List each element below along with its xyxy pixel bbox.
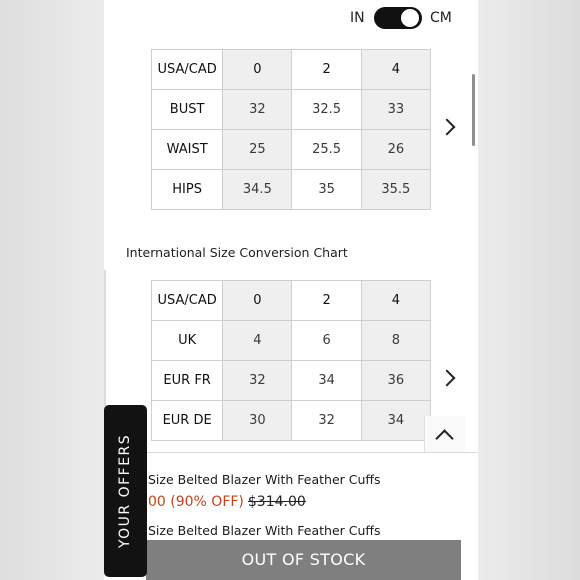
size-chart-table [151,49,431,210]
header-cell: 2 [292,281,361,321]
chevron-right-icon[interactable] [439,119,456,136]
divider [104,452,478,453]
header-cell: 4 [361,50,430,90]
table-row [152,321,431,361]
out-of-stock-button[interactable]: OUT OF STOCK [146,540,461,580]
header-cell: USA/CAD [152,281,223,321]
table-cell: 33 [361,90,430,130]
row-label: EUR FR [152,361,223,401]
table-cell: 4 [223,321,292,361]
header-cell: 4 [361,281,430,321]
size-guide-page [104,0,478,580]
chevron-up-icon [435,429,453,447]
table-cell: 8 [361,321,430,361]
toggle-knob [401,9,419,27]
row-label: UK [152,321,223,361]
table-cell: 36 [361,361,430,401]
table-row [152,130,431,170]
product-name-repeat[interactable]: Size Belted Blazer With Feather Cuffs [148,523,381,538]
your-offers-tab[interactable] [104,405,147,577]
conversion-chart-table [151,280,431,441]
table-cell: 26 [361,130,430,170]
original-price: $314.00 [247,494,306,510]
table-cell: 34 [292,361,361,401]
table-cell: 25 [223,130,292,170]
product-name[interactable]: Size Belted Blazer With Feather Cuffs [148,472,381,487]
table-row [152,281,431,321]
table-cell: 34 [361,401,430,441]
conversion-chart-title: International Size Conversion Chart [126,245,348,260]
table-row [152,361,431,401]
table-cell: 32 [292,401,361,441]
table-cell: 30 [223,401,292,441]
table-cell: 35 [292,170,361,210]
header-cell: 0 [223,50,292,90]
scroll-to-top-button[interactable] [424,416,465,452]
row-label: EUR DE [152,401,223,441]
table-cell: 25.5 [292,130,361,170]
your-offers-label: YOUR OFFERS [117,433,133,549]
chevron-right-icon[interactable] [439,370,456,387]
unit-cm-label[interactable]: CM [430,10,452,26]
unit-toggle-switch[interactable] [374,7,422,29]
table-row [152,50,431,90]
price-row [148,494,306,510]
table-cell: 32 [223,361,292,401]
header-cell: USA/CAD [152,50,223,90]
sale-price: 00 (90% OFF) [148,494,244,510]
table-cell: 32.5 [292,90,361,130]
row-label: WAIST [152,130,223,170]
unit-toggle-row [104,7,478,29]
table-cell: 35.5 [361,170,430,210]
header-cell: 0 [223,281,292,321]
table-row [152,401,431,441]
header-cell: 2 [292,50,361,90]
scrollbar[interactable] [472,74,475,146]
table-row [152,90,431,130]
table-row [152,170,431,210]
table-cell: 34.5 [223,170,292,210]
table-cell: 32 [223,90,292,130]
row-label: HIPS [152,170,223,210]
table-cell: 6 [292,321,361,361]
unit-in-label[interactable]: IN [350,10,365,26]
row-label: BUST [152,90,223,130]
